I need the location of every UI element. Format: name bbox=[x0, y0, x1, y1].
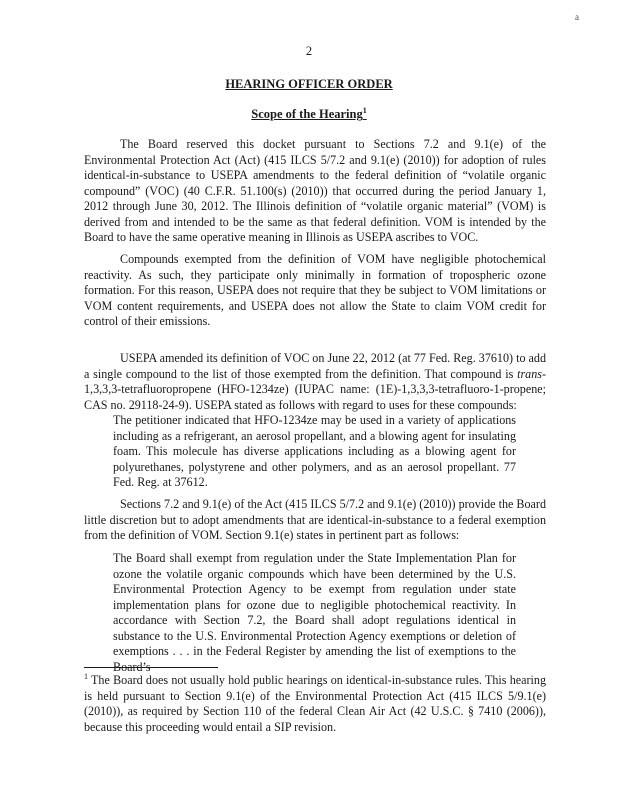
paragraph-usepa-amended-text-a: USEPA amended its definition of VOC on June 22, 2012 (at 77 Fed. Reg. 37610) to add a single compound to the list of those exempted from the definition. That compound is bbox=[84, 351, 546, 381]
footnote-text: The Board does not usually hold public hearings on identical-in-substance rules. This hearing is held pursuant to Section 9.1(e) of the Environmental Protection Act (415 ILCS 5/9.1(e) (2010)), as required by Section 110 of the federal Clean Air Act (42 U.S.C. § 7410 (2006)), because this proceeding would entail a SIP revision. bbox=[84, 673, 546, 734]
block-quote-section-9-1e: The Board shall exempt from regulation under the State Implementation Plan for ozone the volatile organic compounds which have been determined by the U.S. Environmental Protection Agency to be exempt from regulation under state implementation plans for ozone due to negligible photochemical reactivity. In accordance with Section 7.2, the Board shall adopt regulations identical in substance to the U.S. Environmental Protection Agency exemptions or deletion of exemptions . . . in the Federal Register by amending the list of exemptions to the Board’s bbox=[113, 551, 516, 674]
paragraph-usepa-amended-text-b: -1,3,3,3-tetrafluoropropene (HFO-1234ze) (IUPAC name: (1E)-1,3,3,3-tetrafluoro-1-propene; CAS no. 29118-24-9). USEPA stated as follows with regard to uses for these compounds: bbox=[84, 366, 546, 412]
page-number: 2 bbox=[305, 44, 313, 58]
footnote bbox=[84, 673, 546, 735]
section-heading-text: Scope of the Hearing bbox=[251, 107, 363, 121]
paragraph-usepa-amended bbox=[84, 351, 546, 413]
paragraph-board-reserved: The Board reserved this docket pursuant to Sections 7.2 and 9.1(e) of the Environmental Protection Act (Act) (415 ILCS 5/7.2 and 9.1(e) (2010)) for adoption of rules identical-in-substance to USEPA amendments to the federal definition of “volatile organic compound” (VOC) (40 C.F.R. 51.100(s) (2010)) that occurred during the period January 1, 2012 through June 30, 2012. The Illinois definition of “volatile organic material” (VOM) is derived from and intended to be the same as that federal definition. VOM is intended by the Board to have the same operative meaning in Illinois as USEPA ascribes to VOC. bbox=[84, 137, 546, 244]
trans-prefix: trans bbox=[517, 366, 542, 381]
paragraph-exempt-compounds: Compounds exempted from the definition of VOM have negligible photochemical reactivity. As such, they participate only minimally in formation of tropospheric ozone formation. For this reason, USEPA does not require that they be subject to VOM limitations or VOM content requirements, and USEPA does not allow the State to claim VOM credit for control of their emissions. bbox=[84, 252, 546, 328]
paragraph-sections-discretion: Sections 7.2 and 9.1(e) of the Act (415 ILCS 5/7.2 and 9.1(e) (2010)) provide the Board little discretion but to adopt amendments that are identical-in-substance to a federal exemption from the definition of VOM. Section 9.1(e) states in pertinent part as follows: bbox=[84, 497, 546, 542]
section-heading bbox=[0, 107, 618, 122]
footnote-number: 1 bbox=[84, 671, 88, 681]
footnote-divider bbox=[84, 667, 218, 668]
footnote-reference: 1 bbox=[362, 105, 367, 115]
block-quote-petitioner: The petitioner indicated that HFO-1234ze may be used in a variety of applications including as a refrigerant, an aerosol propellant, and a blowing agent for insulating foam. This molecule has diverse applications including as a blowing agent for polyurethanes, polystyrene and other polymers, and as an aerosol propellant. 77 Fed. Reg. at 37612. bbox=[113, 413, 516, 489]
order-title: HEARING OFFICER ORDER bbox=[225, 77, 393, 91]
corner-mark: a bbox=[575, 12, 579, 22]
